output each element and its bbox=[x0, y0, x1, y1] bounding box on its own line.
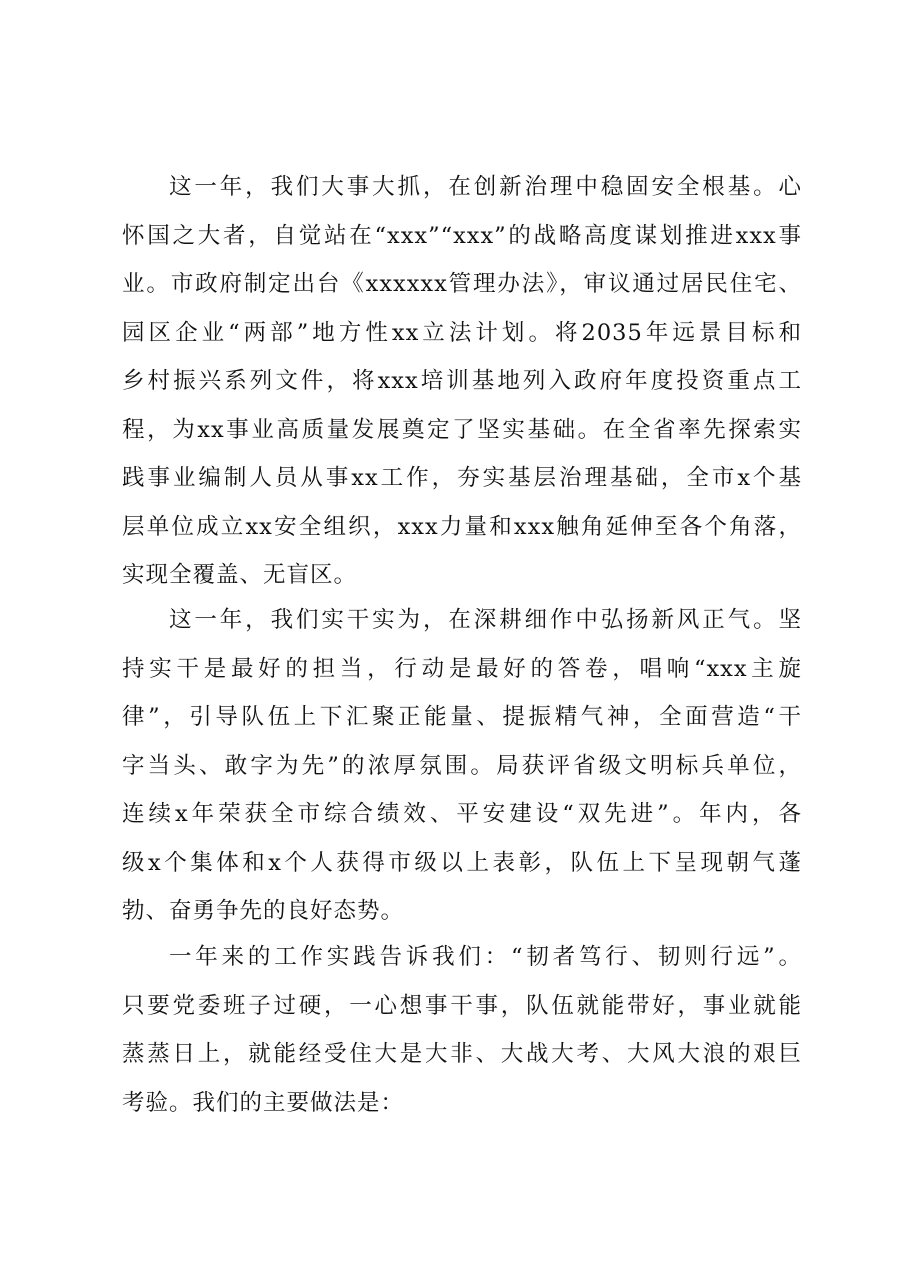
paragraph-line: 律”，引导队伍上下汇聚正能量、提振精气神，全面营造“干 bbox=[122, 704, 802, 730]
paragraph-line: 考验。我们的主要做法是： bbox=[122, 1089, 405, 1116]
paragraph-line: 级x个集体和x个人获得市级以上表彰，队伍上下呈现朝气蓬 bbox=[122, 849, 802, 876]
paragraph-1 bbox=[122, 163, 802, 600]
paragraph-3 bbox=[122, 933, 802, 1127]
paragraph-line: 这一年，我们实干实为，在深耕细作中弘扬新风正气。坚 bbox=[169, 607, 802, 633]
paragraph-line: 这一年，我们大事大抓，在创新治理中稳固安全根基。心 bbox=[169, 174, 802, 200]
paragraph-line: 连续x年荣获全市综合绩效、平安建设“双先进”。年内，各 bbox=[122, 801, 802, 827]
paragraph-line: 实现全覆盖、无盲区。 bbox=[122, 562, 358, 588]
paragraph-line: 蒸蒸日上，就能经受住大是大非、大战大考、大风大浪的艰巨 bbox=[122, 1041, 802, 1067]
paragraph-line: 字当头、敢字为先”的浓厚氛围。局获评省级文明标兵单位， bbox=[122, 752, 802, 779]
paragraph-2 bbox=[122, 596, 802, 936]
paragraph-line: 园区企业“两部”地方性xx立法计划。将2035年远景目标和 bbox=[122, 319, 802, 346]
paragraph-line: 乡村振兴系列文件，将xxx培训基地列入政府年度投资重点工 bbox=[122, 368, 802, 394]
paragraph-line: 业。市政府制定出台《xxxxxx管理办法》，审议通过居民住宅、 bbox=[122, 271, 802, 297]
paragraph-line: 只要党委班子过硬，一心想事干事，队伍就能带好，事业就能 bbox=[122, 992, 802, 1019]
paragraph-line: 践事业编制人员从事xx工作，夯实基层治理基础，全市x个基 bbox=[122, 465, 802, 491]
paragraph-line: 怀国之大者，自觉站在“xxx”“xxx”的战略高度谋划推进xxx事 bbox=[122, 222, 802, 249]
paragraph-line: 层单位成立xx安全组织，xxx力量和xxx触角延伸至各个角落， bbox=[122, 513, 802, 540]
paragraph-line: 一年来的工作实践告诉我们：“韧者笃行、韧则行远”。 bbox=[169, 944, 802, 970]
paragraph-line: 持实干是最好的担当，行动是最好的答卷，唱响“xxx主旋 bbox=[122, 655, 802, 682]
paragraph-line: 程，为xx事业高质量发展奠定了坚实基础。在全省率先探索实 bbox=[122, 416, 802, 443]
paragraph-line: 勃、奋勇争先的良好态势。 bbox=[122, 898, 405, 924]
